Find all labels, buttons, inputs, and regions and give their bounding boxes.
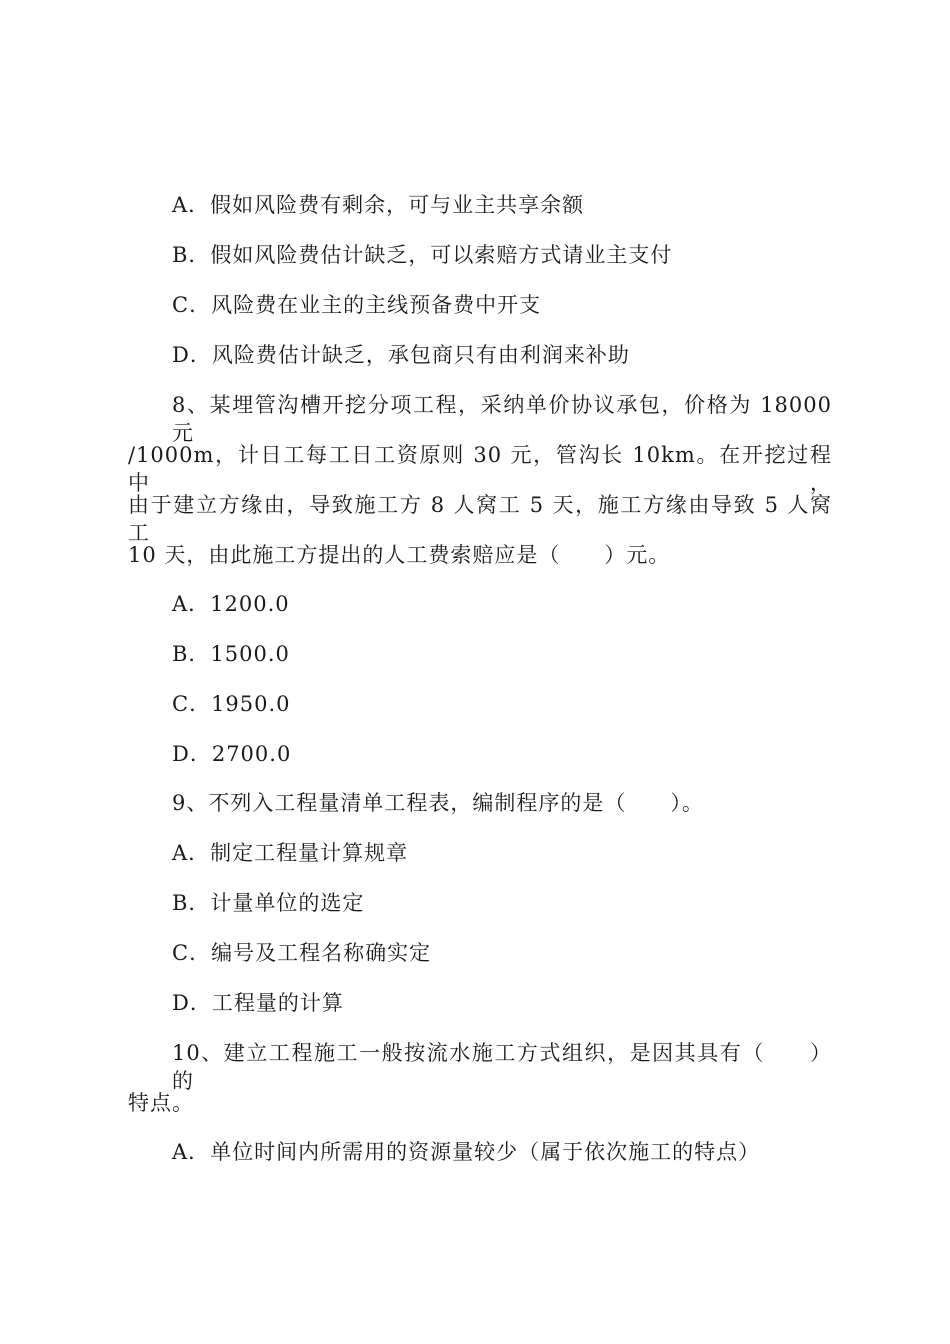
q8-option-b: B．1500.0 — [172, 642, 290, 666]
q7-option-d: D．风险费估计缺乏，承包商只有由利润来补助 — [172, 343, 630, 367]
q8-option-a: A．1200.0 — [172, 592, 290, 616]
q9-stem: 9、不列入工程量清单工程表，编制程序的是（ ）。 — [172, 791, 704, 815]
q9-option-a: A．制定工程量计算规章 — [172, 841, 409, 865]
q10-stem-line-1: 10、建立工程施工一般按流水施工方式组织，是因其具有（ ）的 — [172, 1041, 832, 1093]
q8-stem-line-1: 8、某埋管沟槽开挖分项工程，采纳单价协议承包，价格为 18000 元 — [172, 393, 832, 445]
q8-option-d: D．2700.0 — [172, 742, 292, 766]
q8-stem-line-2: /1000m，计日工每工日工资原则 30 元，管沟长 10km。在开挖过程中， — [128, 443, 832, 495]
q9-option-c: C．编号及工程名称确实定 — [172, 941, 432, 965]
q7-option-b: B．假如风险费估计缺乏，可以索赔方式请业主支付 — [172, 243, 673, 267]
q8-option-c: C．1950.0 — [172, 692, 291, 716]
q8-stem-line-4: 10 天，由此施工方提出的人工费索赔应是（ ）元。 — [128, 543, 671, 567]
q7-option-a: A．假如风险费有剩余，可与业主共享余额 — [172, 193, 585, 217]
q10-option-a: A．单位时间内所需用的资源量较少（属于依次施工的特点） — [172, 1140, 761, 1164]
q9-option-b: B．计量单位的选定 — [172, 891, 365, 915]
q10-stem-line-2: 特点。 — [128, 1091, 194, 1115]
q9-option-d: D．工程量的计算 — [172, 991, 344, 1015]
q8-stem-line-3: 由于建立方缘由，导致施工方 8 人窝工 5 天，施工方缘由导致 5 人窝工 — [128, 493, 832, 545]
q7-option-c: C．风险费在业主的主线预备费中开支 — [172, 293, 542, 317]
